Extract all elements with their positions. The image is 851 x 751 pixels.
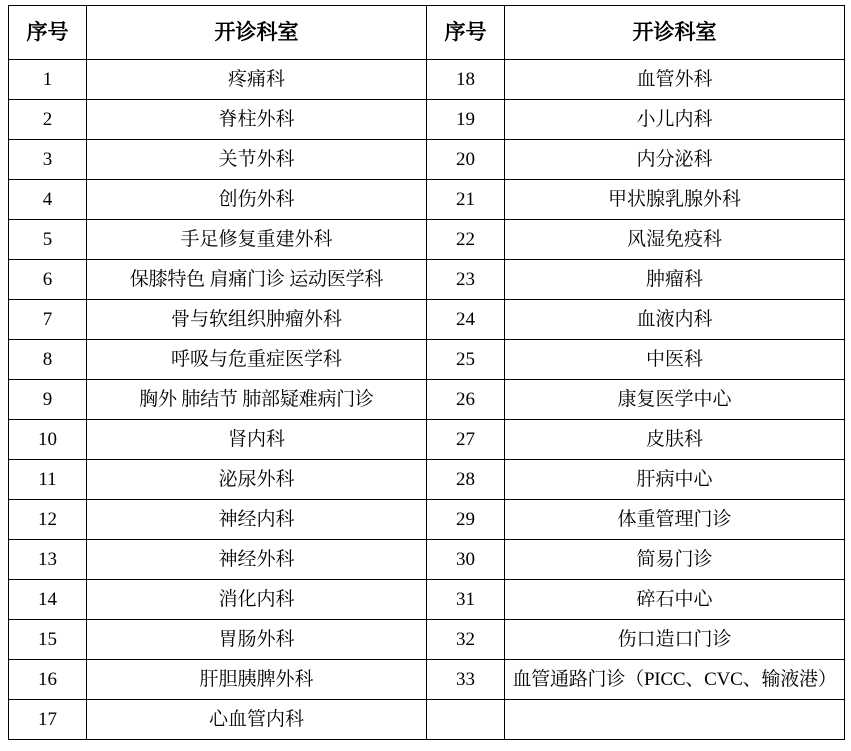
row-dept-right: 伤口造口门诊	[505, 620, 845, 660]
row-dept-right: 简易门诊	[505, 540, 845, 580]
row-dept-right: 康复医学中心	[505, 380, 845, 420]
table-row	[9, 100, 845, 140]
row-dept-left: 泌尿外科	[87, 460, 427, 500]
row-num-right: 25	[427, 340, 505, 380]
table-row	[9, 500, 845, 540]
row-num-left: 3	[9, 140, 87, 180]
row-dept-right: 肿瘤科	[505, 260, 845, 300]
row-dept-right: 血液内科	[505, 300, 845, 340]
row-dept-left: 创伤外科	[87, 180, 427, 220]
table-row	[9, 660, 845, 700]
row-dept-left: 消化内科	[87, 580, 427, 620]
row-num-left: 17	[9, 700, 87, 740]
column-header-num-right: 序号	[427, 6, 505, 60]
row-dept-right: 血管通路门诊（PICC、CVC、输液港）	[505, 660, 845, 700]
row-num-right: 21	[427, 180, 505, 220]
table-row	[9, 180, 845, 220]
row-dept-left: 心血管内科	[87, 700, 427, 740]
table-row	[9, 380, 845, 420]
column-header-num-left: 序号	[9, 6, 87, 60]
row-dept-left: 脊柱外科	[87, 100, 427, 140]
table-body	[9, 60, 845, 740]
table-row	[9, 540, 845, 580]
row-num-right: 23	[427, 260, 505, 300]
row-dept-right: 甲状腺乳腺外科	[505, 180, 845, 220]
department-table	[8, 5, 845, 740]
row-dept-left: 肾内科	[87, 420, 427, 460]
table-header-row	[9, 6, 845, 60]
row-num-left: 10	[9, 420, 87, 460]
row-num-left: 8	[9, 340, 87, 380]
row-dept-right: 小儿内科	[505, 100, 845, 140]
row-dept-left: 肝胆胰脾外科	[87, 660, 427, 700]
row-num-right: 18	[427, 60, 505, 100]
row-dept-left: 胸外 肺结节 肺部疑难病门诊	[87, 380, 427, 420]
row-dept-right: 皮肤科	[505, 420, 845, 460]
row-dept-right: 血管外科	[505, 60, 845, 100]
row-num-right: 28	[427, 460, 505, 500]
row-num-right: 26	[427, 380, 505, 420]
row-num-left: 12	[9, 500, 87, 540]
row-num-right: 31	[427, 580, 505, 620]
row-dept-left: 手足修复重建外科	[87, 220, 427, 260]
row-num-right: 20	[427, 140, 505, 180]
row-num-left: 4	[9, 180, 87, 220]
row-dept-left: 胃肠外科	[87, 620, 427, 660]
row-dept-right-empty	[505, 700, 845, 740]
row-dept-left: 神经外科	[87, 540, 427, 580]
row-num-left: 2	[9, 100, 87, 140]
row-num-right: 27	[427, 420, 505, 460]
table-row	[9, 140, 845, 180]
table-row	[9, 700, 845, 740]
table-row	[9, 580, 845, 620]
row-num-right: 30	[427, 540, 505, 580]
row-dept-left: 疼痛科	[87, 60, 427, 100]
row-num-left: 16	[9, 660, 87, 700]
row-dept-left: 骨与软组织肿瘤外科	[87, 300, 427, 340]
table-row	[9, 60, 845, 100]
row-dept-left: 神经内科	[87, 500, 427, 540]
row-dept-right: 碎石中心	[505, 580, 845, 620]
column-header-dept-right: 开诊科室	[505, 6, 845, 60]
row-num-right-empty	[427, 700, 505, 740]
row-dept-right: 内分泌科	[505, 140, 845, 180]
table-row	[9, 420, 845, 460]
row-num-left: 7	[9, 300, 87, 340]
row-num-left: 11	[9, 460, 87, 500]
row-num-left: 6	[9, 260, 87, 300]
table-row	[9, 300, 845, 340]
row-num-left: 15	[9, 620, 87, 660]
row-num-left: 13	[9, 540, 87, 580]
row-num-left: 5	[9, 220, 87, 260]
row-num-left: 1	[9, 60, 87, 100]
row-num-right: 32	[427, 620, 505, 660]
table-row	[9, 620, 845, 660]
row-num-right: 29	[427, 500, 505, 540]
row-dept-right: 体重管理门诊	[505, 500, 845, 540]
table-row	[9, 460, 845, 500]
row-num-right: 33	[427, 660, 505, 700]
row-num-right: 24	[427, 300, 505, 340]
row-num-left: 9	[9, 380, 87, 420]
row-num-right: 19	[427, 100, 505, 140]
row-dept-right: 中医科	[505, 340, 845, 380]
table-row	[9, 220, 845, 260]
row-dept-left: 呼吸与危重症医学科	[87, 340, 427, 380]
table-header	[9, 6, 845, 60]
table-row	[9, 340, 845, 380]
row-num-right: 22	[427, 220, 505, 260]
row-num-left: 14	[9, 580, 87, 620]
row-dept-left: 保膝特色 肩痛门诊 运动医学科	[87, 260, 427, 300]
row-dept-right: 风湿免疫科	[505, 220, 845, 260]
table-row	[9, 260, 845, 300]
column-header-dept-left: 开诊科室	[87, 6, 427, 60]
row-dept-right: 肝病中心	[505, 460, 845, 500]
row-dept-left: 关节外科	[87, 140, 427, 180]
